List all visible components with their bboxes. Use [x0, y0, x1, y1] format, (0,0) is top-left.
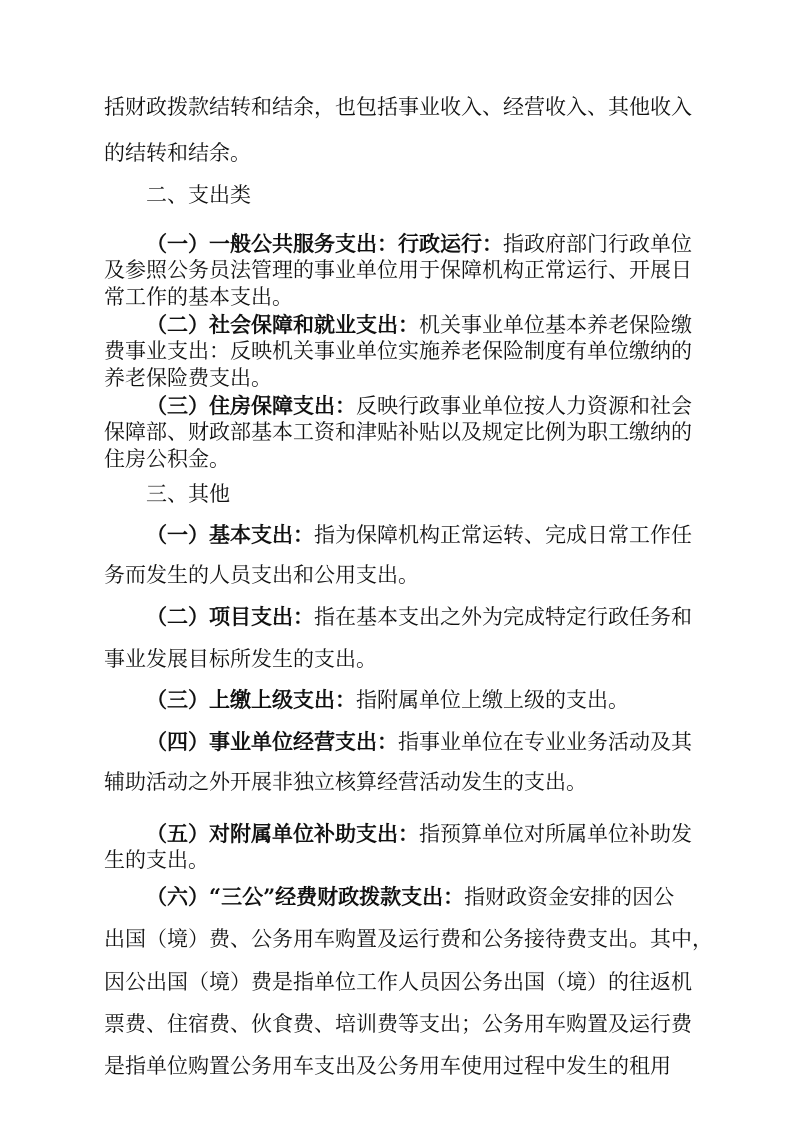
paragraph-line: 养老保险费支出。 — [104, 366, 272, 390]
term-label: （三）住房保障支出： — [146, 393, 356, 418]
paragraph-basic-expenditure — [146, 524, 692, 546]
intro-line: 括财政拨款结转和结余，也包括事业收入、经营收入、其他收入 — [104, 95, 692, 119]
term-label: （四）事业单位经营支出： — [146, 729, 398, 754]
paragraph-line: 保障部、财政部基本工资和津贴补贴以及规定比例为职工缴纳的 — [104, 420, 692, 444]
definition-text: 指财政资金安排的因公 — [464, 885, 675, 909]
paragraph-line: 事业发展目标所发生的支出。 — [104, 647, 377, 671]
paragraph-line: 及参照公务员法管理的事业单位用于保障机构正常运行、开展日 — [104, 258, 692, 282]
definition-text: 机关事业单位基本养老保险缴 — [419, 313, 692, 337]
paragraph-remittance-to-superior — [146, 689, 629, 711]
term-label: （二）项目支出： — [146, 604, 314, 629]
paragraph-line: 住房公积金。 — [104, 447, 230, 471]
term-label: （一）一般公共服务支出：行政运行： — [146, 231, 503, 256]
paragraph-project-expenditure — [146, 606, 692, 628]
paragraph-subsidy-to-affiliates — [146, 823, 692, 845]
paragraph-line: 费事业支出：反映机关事业单位实施养老保险制度有单位缴纳的 — [104, 339, 692, 363]
paragraph-line: 出国（境）费、公务用车购置及运行费和公务接待费支出。其中， — [104, 927, 713, 951]
definition-text: 指预算单位对所属单位补助发 — [419, 822, 692, 846]
definition-text: 指政府部门行政单位 — [503, 232, 692, 256]
section-heading-expenditure: 二、支出类 — [146, 183, 251, 207]
definition-text: 指附属单位上缴上级的支出。 — [356, 688, 629, 712]
term-label: （六）“三公”经费财政拨款支出： — [146, 884, 465, 909]
paragraph-line: 常工作的基本支出。 — [104, 285, 293, 309]
section-heading-other: 三、其他 — [146, 482, 230, 506]
definition-text: 反映行政事业单位按人力资源和社会 — [356, 394, 692, 418]
paragraph-line: 是指单位购置公务用车支出及公务用车使用过程中发生的租用 — [104, 1054, 671, 1078]
paragraph-line: 务而发生的人员支出和公用支出。 — [104, 563, 419, 587]
paragraph-line: 因公出国（境）费是指单位工作人员因公务出国（境）的往返机 — [104, 970, 692, 994]
definition-text: 指事业单位在专业业务活动及其 — [398, 730, 692, 754]
paragraph-housing-security — [146, 395, 692, 417]
definition-text: 指在基本支出之外为完成特定行政任务和 — [314, 605, 692, 629]
term-label: （一）基本支出： — [146, 522, 314, 547]
paragraph-line: 生的支出。 — [104, 848, 209, 872]
paragraph-three-public-expenses — [146, 886, 674, 908]
intro-line: 的结转和结余。 — [104, 141, 251, 165]
paragraph-general-public-services — [146, 233, 692, 255]
term-label: （五）对附属单位补助支出： — [146, 821, 419, 846]
paragraph-social-security — [146, 314, 692, 336]
paragraph-line: 票费、住宿费、伙食费、培训费等支出；公务用车购置及运行费 — [104, 1012, 692, 1036]
paragraph-line: 辅助活动之外开展非独立核算经营活动发生的支出。 — [104, 770, 587, 794]
paragraph-business-operation — [146, 731, 692, 753]
term-label: （二）社会保障和就业支出： — [146, 312, 419, 337]
definition-text: 指为保障机构正常运转、完成日常工作任 — [314, 523, 692, 547]
term-label: （三）上缴上级支出： — [146, 687, 356, 712]
